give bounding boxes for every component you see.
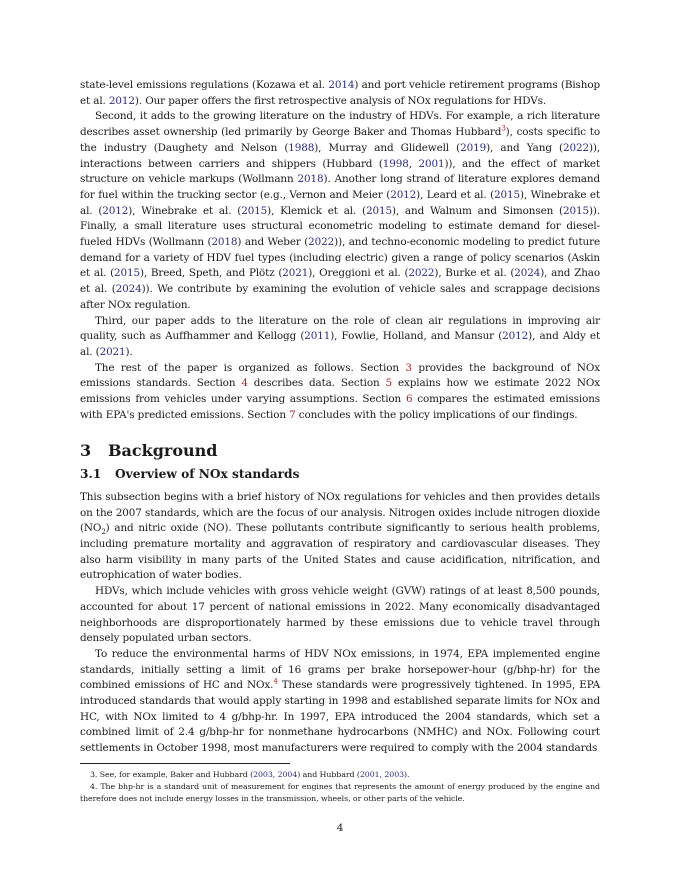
citation-link[interactable]: 2021 [99,345,126,358]
background-paragraph-2: HDVs, which include vehicles with gross vehicle weight (GVW) ratings of at least 8,500 pounds, accounted for about 17 percent of national emissions in 2022. Many economically disadvantaged neighborhoods are disproportionately harmed by these emissions due to vehicle travel through densely populated urban sectors. [80,585,600,645]
footnote-ref-4[interactable]: 4 [273,677,278,686]
citation-link[interactable]: 2012 [390,188,417,201]
citation-link[interactable]: 2015 [241,204,268,217]
section-ref-link[interactable]: 6 [405,393,413,406]
section-heading: 3 Background [80,441,218,461]
citation-link[interactable]: 2015 [114,267,141,280]
citation-link[interactable]: 2003 [384,769,405,779]
citation-link[interactable]: 2012 [108,94,135,107]
citation-link[interactable]: 2015 [563,204,589,217]
citation-link[interactable]: 2011 [304,330,331,343]
citation-link[interactable]: 1998 [382,157,409,170]
footnote-divider [80,763,290,764]
citation-link[interactable]: 2014 [328,79,355,91]
intro-paragraph-4: The rest of the paper is organized as follows. Section 3 provides the background of NOx emissions standards. Section 4 describes data. Section 5 explains how we estimate 2022 NOx emissions from vehicles under varying assumptions. Section 6 compares the estimated emissions with EPA's predicted emissions. Section 7 concludes with the policy implications of our findings. [80,361,601,421]
citation-link[interactable]: 2018 [297,173,324,186]
citation-link[interactable]: 2004 [277,769,298,779]
citation-link[interactable]: 2001 [359,769,380,779]
background-paragraph-3: To reduce the environmental harms of HDV NOx emissions, in 1974, EPA implemented engine standards, initially setting a limit of 16 grams per brake horsepower-hour (g/bhp-hr) for the combined emissions of HC and NOx.$^4$ These standards were progressively tightened. In 1995, EPA introduced standards that would apply starting in 1998 and established separate limits for NOx and HC, with NOx limited to 4 g/bhp-hr. In 1997, EPA introduced the 2004 standards, which set a combined limit of 2.4 g/bhp-hr for nonmethane hydrocarbons (NMHC) and NOx. Following court settlements in October 1998, most manufacturers were required to comply with the 2004 standards [80,647,601,755]
intro-paragraph-1: state-level emissions regulations (Kozawa et al. 2014) and port vehicle retirement programs (Bishop et al. 2012). Our paper offers the first retrospective analysis of NOx regulations for HDVs. [80,79,600,107]
citation-link[interactable]: 2015 [494,188,520,201]
footnote-4: 4. The bhp-hr is a standard unit of measurement for engines that represents the amount of energy produced by the engine and therefore does not include energy losses in the transmission, wheels, or other parts of the vehicle. [80,781,600,803]
background-paragraph-1: This subsection begins with a brief history of NOx regulations for vehicles and then provides details on the 2007 standards, which are the focus of our analysis. Nitrogen oxides include nitrogen dioxide $(NO_2)$ and nitric oxide (NO). These pollutants contribute significantly to serious health problems, including premature mortality and aggravation of respiratory and cardiovascular diseases. They also harm visibility in many parts of the United States and cause acidification, nitrification, and eutrophication of water bodies. [80,490,600,582]
footnote-ref-3[interactable]: 3 [501,124,506,133]
citation-link[interactable]: 2001 [418,157,445,170]
citation-link[interactable]: 2012 [502,330,529,343]
citation-link[interactable]: 2012 [102,204,129,217]
citation-link[interactable]: 2019 [460,141,487,154]
section-ref-link[interactable]: 3 [405,361,412,374]
citation-link[interactable]: 2022 [562,141,589,154]
footnotes [80,769,600,805]
citation-link[interactable]: 2021 [282,267,309,280]
paper-page [80,78,600,805]
citation-link[interactable]: 2015 [365,204,392,217]
subsection-heading: 3.1 Overview of NOx standards [80,467,300,482]
citation-link[interactable]: 2022 [408,267,435,280]
citation-link[interactable]: 1988 [288,141,315,154]
citation-link[interactable]: 2022 [308,236,335,249]
section-ref-link[interactable]: 5 [385,377,393,390]
section-ref-link[interactable]: 4 [241,377,248,390]
citation-link[interactable]: 2024 [115,283,142,296]
intro-paragraph-3: Third, our paper adds to the literature on the role of clean air regulations in improving air quality, such as Auffhammer and Kellogg (2011), Fowlie, Holland, and Mansur (2012), and Aldy et al. (2021). [80,314,600,358]
footnote-3: 3. See, for example, Baker and Hubbard (2003, 2004) and Hubbard (2001, 2003). [90,769,410,779]
intro-paragraph-2: Second, it adds to the growing literature on the industry of HDVs. For example, a rich literature describes asset ownership (led primarily by George Baker and Thomas Hubbard$^3$), costs specific to the industry (Daughety and Nelson (1988), Murray and Glidewell (2019), and Yang (2022)), interactions between carriers and shippers (Hubbard (1998, 2001)), and the effect of market structure on vehicle markups (Wollmann 2018). Another long strand of literature explores demand for fuel within the trucking sector (e.g., Vernon and Meier (2012), Leard et al. (2015), Winebrake et al. (2012), Winebrake et al. (2015), Klemick et al. (2015), and Walnum and Simonsen (2015)). Finally, a small literature uses structural econometric modeling to estimate demand for diesel-fueled HDVs (Wollmann (2018) and Weber (2022)), and techno-economic modeling to predict future demand for a variety of HDV fuel types (including electric) given a range of policy scenarios (Askin et al. (2015), Breed, Speth, and Plötz (2021), Oreggioni et al. (2022), Burke et al. (2024), and Zhao et al. (2024)). We contribute by examining the evolution of vehicle sales and scrappage decisions after NOx regulation. [80,110,601,311]
page-number: 4 [336,822,344,834]
citation-link[interactable]: 2018 [211,236,238,249]
citation-link[interactable]: 2024 [514,267,541,280]
section-ref-link[interactable]: 7 [289,408,296,421]
citation-link[interactable]: 2003 [253,769,273,779]
